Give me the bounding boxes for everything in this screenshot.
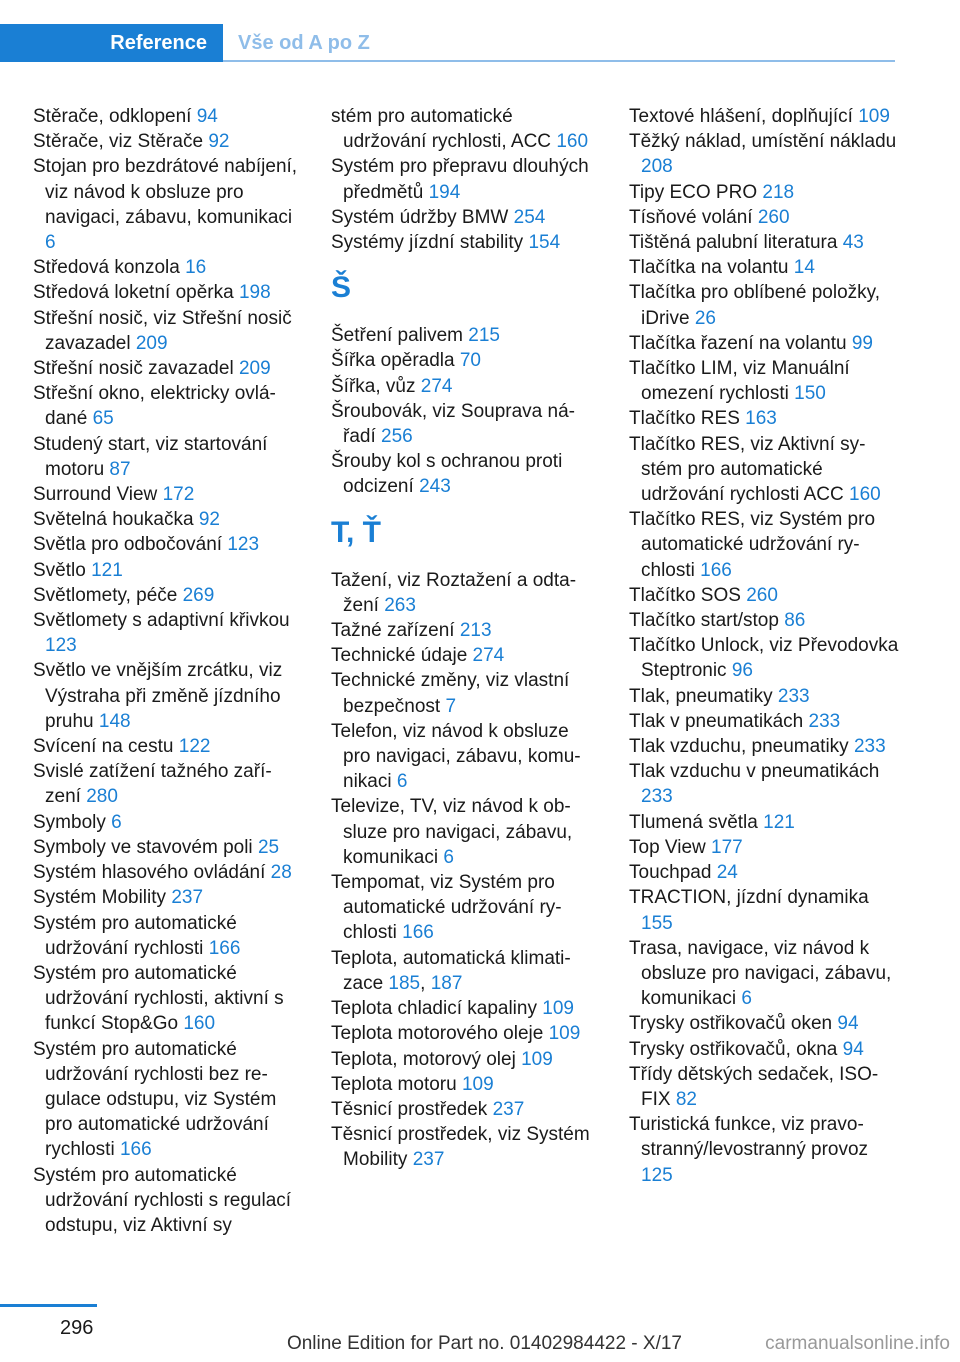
index-entry-text: Tažení, viz Roztažení a odtažení	[331, 569, 577, 616]
page-link[interactable]: 166	[700, 559, 732, 581]
page-link[interactable]: 269	[182, 584, 215, 606]
page-link[interactable]: 123	[227, 534, 260, 556]
index-entry	[331, 230, 596, 255]
page-link[interactable]: 187	[430, 972, 463, 994]
index-entry-text: Telefon, viz návod k obsluze pro navigaci, zábavu, komunikaci	[331, 720, 581, 793]
page-link[interactable]: 208	[641, 156, 673, 178]
index-entry-text: Třídy dětských sedaček, ISOFIX	[629, 1063, 879, 1110]
index-entry-text: Tlak, pneumatiky	[629, 685, 773, 707]
index-entry	[33, 432, 298, 482]
index-entry	[331, 668, 596, 718]
index-entry	[629, 684, 899, 709]
page-link[interactable]: 86	[784, 610, 806, 632]
index-entry-text: Těsnicí prostředek	[331, 1098, 488, 1120]
index-entry-text: Tipy ECO PRO	[629, 181, 758, 203]
index-entry-text: Technické údaje	[331, 645, 468, 667]
index-entry	[33, 482, 298, 507]
index-entry-text: Světlomety, péče	[33, 584, 178, 606]
index-entry	[629, 230, 899, 255]
index-entry-text: Světelná houkačka	[33, 509, 194, 531]
index-entry	[629, 406, 899, 431]
page-link[interactable]: 109	[548, 1023, 581, 1045]
index-entry-text: Systém pro automatické udržování rychlosti bez regulace odstupu, viz Systém pro automatické udržování rychlosti	[33, 1038, 277, 1161]
index-entry-text: Tlačítko SOS	[629, 584, 741, 606]
page-link[interactable]: 87	[109, 458, 131, 480]
index-entry	[33, 911, 298, 961]
index-entry-text: TRACTION, jízdní dynamika	[629, 887, 869, 909]
index-entry	[331, 719, 596, 795]
edition-note: Online Edition for Part no. 01402984422 - X/17	[286, 1333, 682, 1354]
index-entry	[629, 507, 899, 583]
index-entry-text: Trysky ostřikovačů, okna	[629, 1038, 838, 1060]
index-entry	[331, 399, 596, 449]
page-link[interactable]: 148	[98, 710, 131, 732]
page-link[interactable]: 256	[381, 426, 413, 448]
page-link[interactable]: 43	[842, 232, 864, 254]
page-link[interactable]: 166	[208, 937, 241, 959]
index-entry-text: Světlo ve vnějším zrcátku, viz Výstraha při změně jízdního pruhu	[33, 660, 283, 732]
page-link[interactable]: 82	[675, 1088, 697, 1110]
index-entry-text: Světlomety s adaptivní křivkou	[33, 610, 290, 632]
index-entry-text: Systém Mobility	[33, 887, 167, 909]
index-entry-text: stém pro automatické udržování rychlosti, ACC	[331, 106, 552, 153]
page-link[interactable]: 160	[556, 131, 589, 153]
index-entry-text: Střešní nosič, viz Střešní nosič zavazadel	[33, 307, 292, 354]
index-entry-text: Šířka opěradla	[331, 350, 455, 372]
page-link[interactable]: 123	[45, 635, 77, 657]
footer-accent-line	[0, 1304, 97, 1307]
index-entry-text: Stojan pro bezdrátové nabíjení, viz návod k obsluze pro navigaci, zábavu, komunikaci	[33, 156, 298, 228]
index-entry	[629, 205, 899, 230]
index-entry-text: Tlačítko RES, viz Systém pro automatické udržování rychlosti	[629, 509, 876, 581]
page-link[interactable]: 94	[842, 1038, 864, 1060]
index-entry-text: Systém údržby BMW	[331, 206, 509, 228]
index-entry	[33, 810, 298, 835]
index-entry-text: Tlačítka řazení na volantu	[629, 332, 847, 354]
index-entry-text: Tištěná palubní literatura	[629, 232, 838, 254]
index-entry	[33, 356, 298, 381]
index-entry-text: Symboly ve stavovém poli	[33, 836, 253, 858]
index-entry	[331, 154, 596, 204]
page-link[interactable]: 163	[745, 408, 777, 430]
index-entry-text: Systém pro automatické udržování rychlosti	[33, 912, 237, 959]
header-divider	[223, 60, 895, 62]
index-entry-text: Světlo	[33, 559, 86, 581]
page-link[interactable]: 185	[388, 972, 421, 994]
page-link[interactable]: 94	[837, 1013, 859, 1035]
page-link[interactable]: 194	[428, 181, 461, 203]
page-link[interactable]: 237	[492, 1098, 525, 1120]
index-entry	[33, 734, 298, 759]
index-entry-text: Šrouby kol s ochranou proti odcizení	[331, 451, 563, 498]
index-entry	[331, 1072, 596, 1097]
index-entry-text: Tlak vzduchu v pneumatikách	[629, 761, 880, 783]
index-entry-text: Systémy jízdní stability	[331, 232, 524, 254]
index-entry	[33, 658, 298, 734]
page-link[interactable]: 24	[716, 862, 738, 884]
index-entry-text: Světla pro odbočování	[33, 534, 223, 556]
index-entry-text: Teplota motorového oleje	[331, 1023, 544, 1045]
index-entry	[33, 154, 298, 255]
index-entry-text: Televize, TV, viz návod k obsluze pro navigaci, zábavu, komunikaci	[331, 796, 573, 868]
index-entry	[629, 432, 899, 508]
page-link[interactable]: 155	[641, 912, 673, 934]
page-link[interactable]: 274	[472, 645, 505, 667]
index-column-1	[33, 104, 298, 1238]
page-link[interactable]: 177	[711, 836, 743, 858]
page-link[interactable]: 166	[119, 1139, 152, 1161]
page-link[interactable]: 6	[443, 846, 454, 868]
page-link[interactable]: 209	[238, 358, 271, 380]
index-entry	[331, 1021, 596, 1046]
index-entry-text: Tlačítka na volantu	[629, 257, 789, 279]
index-entry	[629, 104, 899, 129]
index-entry-text: Svícení na cestu	[33, 736, 174, 758]
index-entry-text: Tísňové volání	[629, 206, 753, 228]
index-entry	[629, 1112, 899, 1188]
page-link[interactable]: 94	[196, 106, 218, 127]
index-entry	[331, 1047, 596, 1072]
index-entry-text: Tlačítko start/stop	[629, 610, 779, 632]
page-link[interactable]: 254	[513, 206, 546, 228]
page-link[interactable]: 70	[459, 350, 481, 372]
page-link[interactable]: 160	[849, 484, 881, 506]
index-entry	[629, 709, 899, 734]
index-entry	[33, 608, 298, 658]
index-entry: Teplota, automatická klimatizace 185, 187	[331, 947, 571, 994]
index-entry	[629, 860, 899, 885]
index-entry-text: Studený start, viz startování motoru	[33, 433, 268, 480]
index-entry	[33, 1037, 298, 1163]
index-entry-text: Top View	[629, 836, 706, 858]
watermark: carmanualsonline.info	[765, 1333, 950, 1354]
index-entry	[33, 507, 298, 532]
page-link[interactable]: 237	[412, 1149, 445, 1171]
page-link[interactable]: 28	[270, 862, 292, 884]
page-link[interactable]: 14	[793, 257, 815, 279]
page-link[interactable]: 243	[419, 476, 451, 498]
page-link[interactable]: 121	[763, 811, 795, 833]
index-entry	[33, 835, 298, 860]
index-entry-text: Tlak vzduchu, pneumatiky	[629, 736, 849, 758]
page-link[interactable]: 166	[402, 922, 434, 944]
tab-reference[interactable]: Reference	[0, 24, 223, 62]
index-entry-text: Textové hlášení, doplňující	[629, 106, 853, 127]
index-entry	[629, 255, 899, 280]
index-entry-text: Svislé zatížení tažného zařízení	[33, 761, 272, 808]
index-letter-heading: T, Ť	[331, 515, 381, 549]
page-link[interactable]: 233	[853, 736, 886, 758]
header	[0, 0, 895, 62]
index-entry	[33, 558, 298, 583]
index-entry-text: Tlačítko RES, viz Aktivní systém pro automatické udržování rychlosti ACC	[629, 433, 866, 506]
index-entry-text: Tlumená světla	[629, 811, 758, 833]
index-entry-text: Trysky ostřikovačů oken	[629, 1013, 833, 1035]
page-link[interactable]: 26	[694, 307, 716, 329]
index-entry-text: Trasa, navigace, viz návod k obsluze pro navigaci, zábavu, komunikaci	[629, 937, 892, 1010]
index-entry-text: Tlačítka pro oblíbené položky, iDrive	[629, 282, 881, 329]
index-entry-text: Střešní okno, elektricky ovládané	[33, 383, 276, 430]
index-entry-text: Tlačítko LIM, viz Manuální omezení rychlosti	[629, 358, 850, 405]
index-entry	[629, 885, 899, 935]
page-link[interactable]: 150	[794, 383, 826, 405]
tab-az-index[interactable]: Vše od A po Z	[238, 31, 370, 54]
page-link[interactable]: 218	[762, 181, 795, 203]
page-link[interactable]: 92	[208, 131, 230, 153]
index-entry	[33, 885, 298, 910]
index-entry	[629, 633, 899, 683]
index-entry	[331, 870, 596, 946]
index-entry-text: Touchpad	[629, 862, 712, 884]
index-entry	[331, 205, 596, 230]
page-link[interactable]: 215	[468, 325, 500, 347]
index-entry	[33, 280, 298, 305]
index-entry-text: Teplota, motorový olej	[331, 1048, 516, 1070]
index-entry	[331, 348, 596, 373]
index-entry	[629, 129, 899, 179]
index-entry	[629, 1011, 899, 1036]
index-entry	[33, 1163, 298, 1239]
index-entry	[629, 1062, 899, 1112]
index-entry	[331, 568, 596, 618]
page-link[interactable]: 121	[91, 559, 123, 581]
index-entry	[33, 129, 298, 154]
page-link[interactable]: 260	[757, 206, 790, 228]
index-entry-text: Systém pro automatické udržování rychlosti, aktivní s funkcí Stop&Go	[33, 962, 284, 1035]
index-entry-text: Turistická funkce, viz pravostranný/levostranný provoz	[629, 1114, 869, 1161]
index-entry	[331, 374, 596, 399]
page-link[interactable]: 209	[135, 332, 168, 354]
index-entry	[33, 860, 298, 885]
index-entry-text: Stěrače, viz Stěrače	[33, 131, 204, 153]
page-link[interactable]: 109	[461, 1073, 494, 1095]
index-entry	[629, 583, 899, 608]
page-link[interactable]: 260	[746, 584, 778, 606]
index-entry-text: Tlačítko Unlock, viz Převodovka Steptronic	[629, 635, 899, 682]
page-link[interactable]: 274	[420, 375, 453, 397]
page-link[interactable]: 65	[92, 408, 114, 430]
index-entry-text: Stěrače, odklopení	[33, 106, 192, 127]
page-link[interactable]: 154	[528, 232, 561, 254]
index-entry-text: Systém pro přepravu dlouhých předmětů	[331, 156, 589, 203]
index-entry	[331, 794, 596, 870]
index-entry	[629, 180, 899, 205]
page-link[interactable]: 99	[851, 332, 873, 354]
index-entry-text: Systém pro automatické udržování rychlosti s regulací odstupu, viz Aktivní sy	[33, 1164, 292, 1236]
index-entry	[33, 583, 298, 608]
page-link[interactable]: 122	[178, 736, 211, 758]
index-entry	[331, 1097, 596, 1122]
index-entry-text: Těsnicí prostředek, viz Systém Mobility	[331, 1124, 590, 1171]
index-entry-text: Symboly	[33, 811, 106, 833]
index-entry	[33, 255, 298, 280]
index-entry-text: Šroubovák, viz Souprava nářadí	[331, 400, 575, 448]
index-entry-text: Technické změny, viz vlastní bezpečnost	[331, 670, 570, 717]
page-link[interactable]: 96	[731, 660, 753, 682]
page-link[interactable]: 6	[45, 232, 56, 254]
index-entry-text: Surround View	[33, 484, 158, 506]
index-entry	[331, 996, 596, 1021]
index-column-2	[331, 104, 596, 1173]
index-entry	[629, 810, 899, 835]
index-entry-text: Tlačítko RES	[629, 408, 740, 430]
page-link[interactable]: 125	[641, 1164, 673, 1186]
page-link[interactable]: 6	[741, 988, 752, 1010]
page-link[interactable]: 280	[86, 786, 118, 808]
page-link[interactable]: 6	[111, 811, 122, 833]
index-entry	[331, 104, 596, 154]
index-entry-text: Systém hlasového ovládání	[33, 862, 266, 884]
index-entry-text: Tempomat, viz Systém pro automatické udržování rychlosti	[331, 872, 562, 944]
page-link[interactable]: 213	[459, 620, 492, 642]
page-link[interactable]: 233	[641, 786, 673, 808]
index-entry	[629, 331, 899, 356]
index-entry	[629, 734, 899, 759]
page-link[interactable]: 109	[858, 106, 890, 127]
index-entry	[629, 1037, 899, 1062]
page-link[interactable]: 172	[162, 484, 195, 506]
page-link[interactable]: 263	[384, 594, 416, 616]
index-entry-text: Střešní nosič zavazadel	[33, 358, 234, 380]
index-entry	[629, 356, 899, 406]
index-entry	[33, 381, 298, 431]
index-entry-text: Teplota chladicí kapaliny	[331, 998, 537, 1020]
page-link[interactable]: 237	[171, 887, 204, 909]
index-entry-text: Teplota, automatická klimatizace	[331, 947, 571, 994]
page-link[interactable]: 109	[542, 998, 574, 1020]
page-number: 296	[60, 1317, 94, 1339]
page-link[interactable]: 25	[257, 836, 280, 858]
page-link[interactable]: 233	[808, 710, 841, 732]
index-entry-text: Středová konzola	[33, 257, 180, 279]
index-entry	[629, 936, 899, 1012]
index-entry	[629, 759, 899, 809]
index-entry	[629, 835, 899, 860]
index-entry-text: Tlak v pneumatikách	[629, 710, 804, 732]
index-entry	[331, 449, 596, 499]
index-entry	[331, 323, 596, 348]
index-entry-text: Šířka, vůz	[331, 375, 416, 397]
index-entry	[33, 306, 298, 356]
page-link[interactable]: 7	[445, 695, 457, 717]
index-entry	[629, 280, 899, 330]
index-entry	[331, 643, 596, 668]
page-link[interactable]: 233	[777, 685, 810, 707]
page-link[interactable]: 109	[521, 1048, 553, 1070]
index-entry-text: Tažné zařízení	[331, 620, 455, 642]
index-entry	[629, 608, 899, 633]
index-entry	[33, 759, 298, 809]
page-link[interactable]: 6	[396, 771, 408, 793]
page-link[interactable]: 92	[198, 509, 220, 531]
index-entry	[33, 104, 298, 129]
index-entry	[33, 532, 298, 557]
page-link[interactable]: 198	[238, 282, 271, 304]
index-entry-text: Středová loketní opěrka	[33, 282, 234, 304]
index-entry	[33, 961, 298, 1037]
index-entry	[331, 1122, 596, 1172]
index-letter-heading: Š	[331, 271, 352, 305]
index-column-3	[629, 104, 899, 1188]
index-entry	[331, 618, 596, 643]
index-entry-text: Teplota motoru	[331, 1073, 457, 1095]
page-link[interactable]: 16	[185, 257, 207, 279]
index-entry-text: Šetření palivem	[331, 325, 464, 347]
index-entry-text: Těžký náklad, umístění nákladu	[629, 131, 897, 153]
page-link[interactable]: 160	[183, 1013, 216, 1035]
